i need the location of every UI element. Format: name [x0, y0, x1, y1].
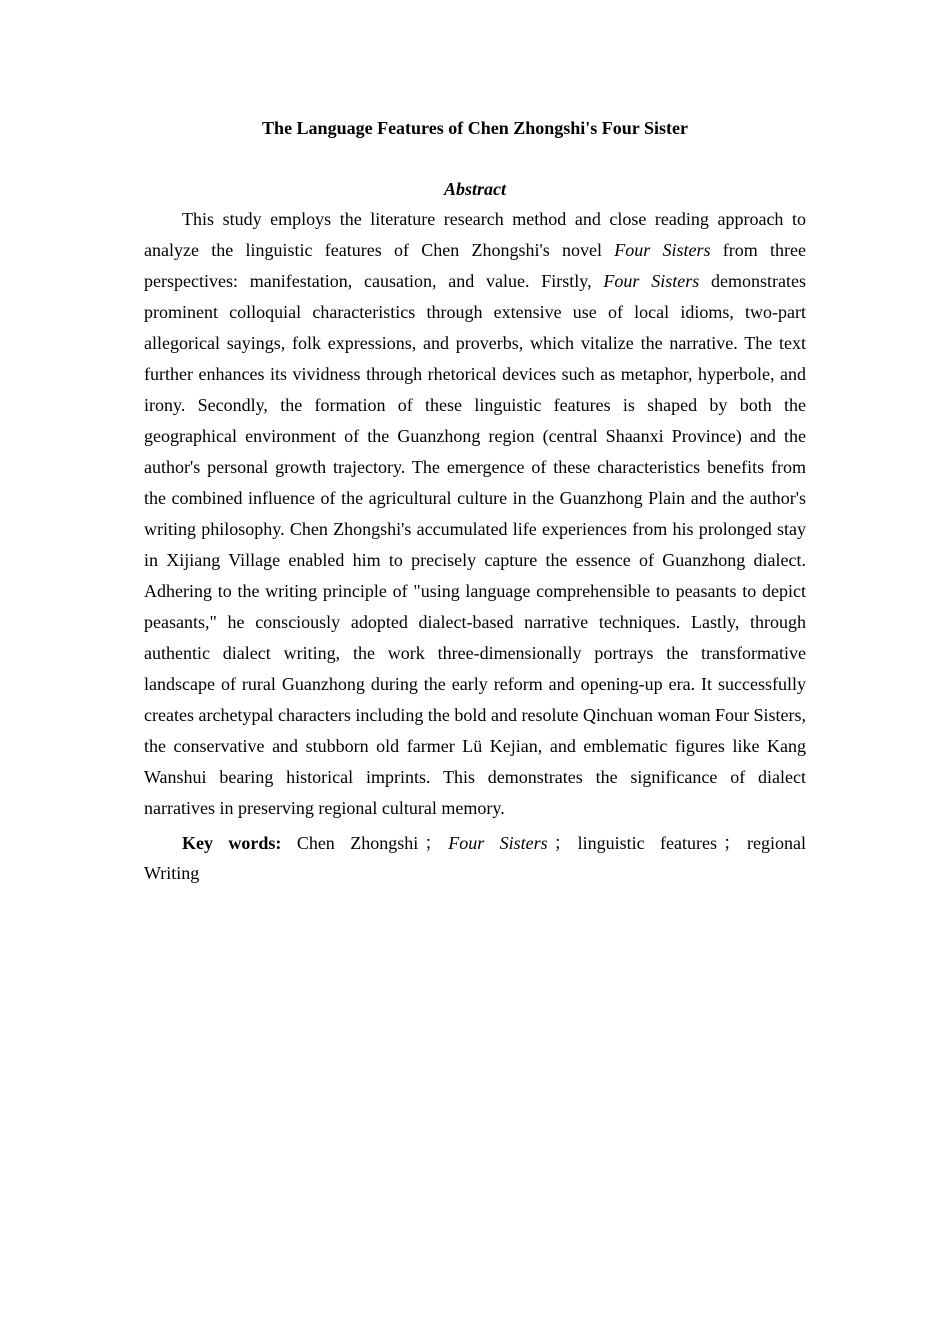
- abstract-section: [144, 204, 806, 888]
- keyword-separator: ；: [723, 833, 742, 853]
- abstract-text-part-1: This study employs the literature research method and close reading approach to analyze the linguistic features of Chen Zhongshi's novel: [144, 209, 806, 260]
- keyword-separator: ；: [553, 833, 572, 853]
- keyword-separator: ；: [424, 833, 443, 853]
- keyword-4: regional Writing: [144, 833, 806, 883]
- keyword-2: Four Sisters: [448, 833, 548, 853]
- paper-title: The Language Features of Chen Zhongshi's Four Sister: [262, 118, 688, 138]
- abstract-text-part-3: demonstrates prominent colloquial characteristics through extensive use of local idioms, two-part allegorical sayings, folk expressions, and proverbs, which vitalize the narrative. The text further enhances its vividness through rhetorical devices such as metaphor, hyperbole, and irony. Secondly, the formation of these linguistic features is shaped by both the geographical environment of the Guanzhong region (central Shaanxi Province) and the author's personal growth trajectory. The emergence of these characteristics benefits from the combined influence of the agricultural culture in the Guanzhong Plain and the author's writing philosophy. Chen Zhongshi's accumulated life experiences from his prolonged stay in Xijiang Village enabled him to precisely capture the essence of Guanzhong dialect. Adhering to the writing principle of "using language comprehensible to peasants to depict peasants," he consciously adopted dialect-based narrative techniques. Lastly, through authentic dialect writing, the work three-dimensionally portrays the transformative landscape of rural Guanzhong during the early reform and opening-up era. It successfully creates archetypal characters including the bold and resolute Qinchuan woman Four Sisters, the conservative and stubborn old farmer Lü Kejian, and emblematic figures like Kang Wanshui bearing historical imprints. This demonstrates the significance of dialect narratives in preserving regional cultural memory.: [144, 271, 806, 818]
- abstract-novel-title-2: Four Sisters: [603, 271, 700, 291]
- keyword-3: linguistic features: [577, 833, 718, 853]
- abstract-heading: Abstract: [443, 179, 506, 199]
- keywords-label: Key words:: [182, 833, 282, 853]
- abstract-novel-title-1: Four Sisters: [614, 240, 711, 260]
- keywords-line: [144, 828, 806, 888]
- abstract-text-part-2: from three perspectives: manifestation, causation, and value. Firstly,: [144, 240, 807, 291]
- keyword-1: Chen Zhongshi: [296, 833, 419, 853]
- abstract-paragraph: [144, 204, 806, 824]
